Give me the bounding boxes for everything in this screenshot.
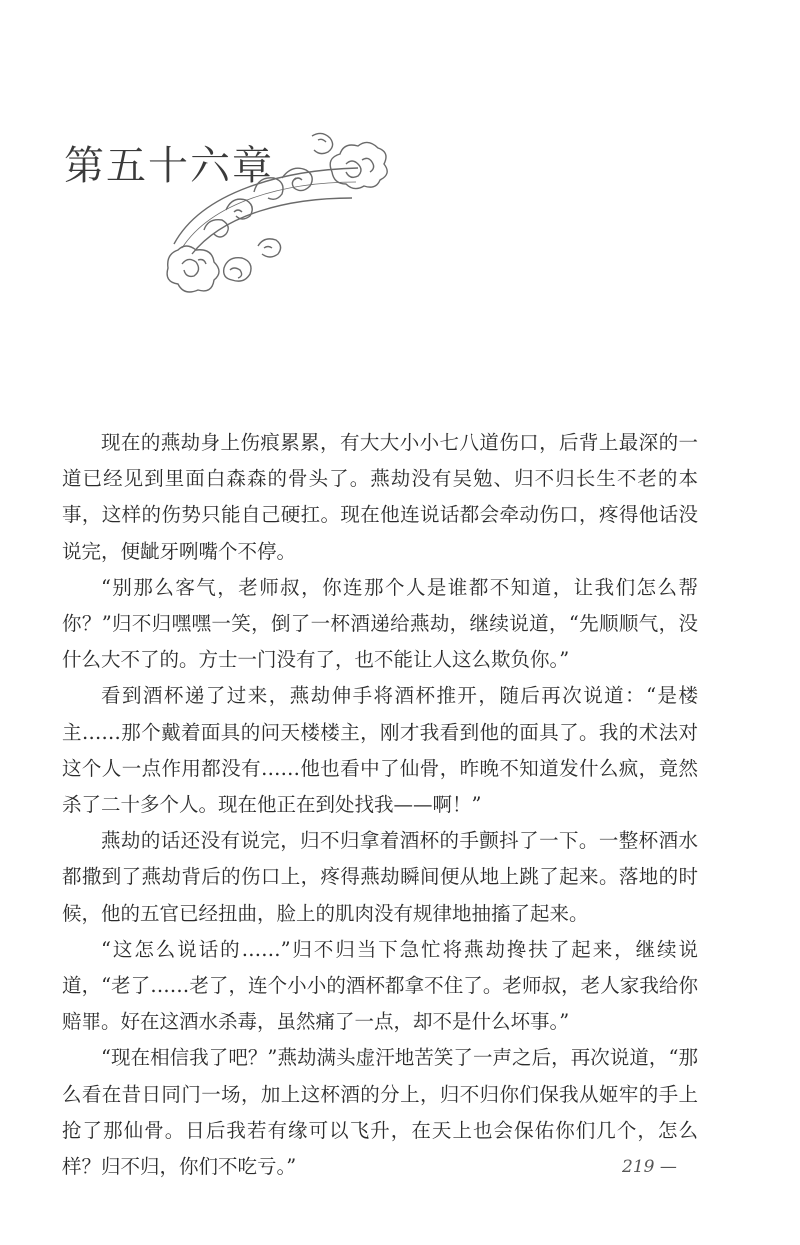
paragraph-2: “别那么客气，老师叔，你连那个人是谁都不知道，让我们怎么帮你？”归不归嘿嘿一笑，倒了一杯酒递给燕劫，继续说道，“先顺顺气，没什么大不了的。方士一门没有了，也不能让人这么欺负你。”: [62, 575, 698, 672]
paragraph-5: “这怎么说话的……”归不归当下急忙将燕劫搀扶了起来，继续说道，“老了……老了，连个小小的酒杯都拿不住了。老师叔，老人家我给你赔罪。好在这酒水杀毒，虽然痛了一点，却不是什么坏事。”: [62, 937, 698, 1034]
paragraph-1: 现在的燕劫身上伤痕累累，有大大小小七八道伤口，后背上最深的一道已经见到里面白森森的骨头了。燕劫没有吴勉、归不归长生不老的本事，这样的伤势只能自己硬扛。现在他连说话都会牵动伤口，疼得他话没说完，便龇牙咧嘴个不停。: [62, 431, 698, 563]
paragraph-6: “现在相信我了吧？”燕劫满头虚汗地苦笑了一声之后，再次说道，“那么看在昔日同门一场，加上这杯酒的分上，归不归你们保我从姬牢的手上抢了那仙骨。日后我若有缘可以飞升，在天上也会保佑你们几个，怎么样？归不归，你们不吃亏。”: [62, 1046, 698, 1179]
page-number: 219 —: [622, 1157, 677, 1177]
paragraph-4: 燕劫的话还没有说完，归不归拿着酒杯的手颤抖了一下。一整杯酒水都撒到了燕劫背后的伤口上，疼得燕劫瞬间便从地上跳了起来。落地的时候，他的五官已经扭曲，脸上的肌肉没有规律地抽搐了起来。: [62, 829, 698, 925]
chapter-title: 第五十六章: [64, 143, 274, 189]
paragraph-3: 看到酒杯递了过来，燕劫伸手将酒杯推开，随后再次说道：“是楼主……那个戴着面具的问天楼楼主，刚才我看到他的面具了。我的术法对这个人一点作用都没有……他也看中了仙骨，昨晚不知道发什么疯，竟然杀了二十多个人。现在他正在到处找我——啊！”: [62, 684, 698, 817]
chapter-body: [62, 425, 698, 1185]
cloud-dragon-ornament-icon: [162, 132, 392, 302]
